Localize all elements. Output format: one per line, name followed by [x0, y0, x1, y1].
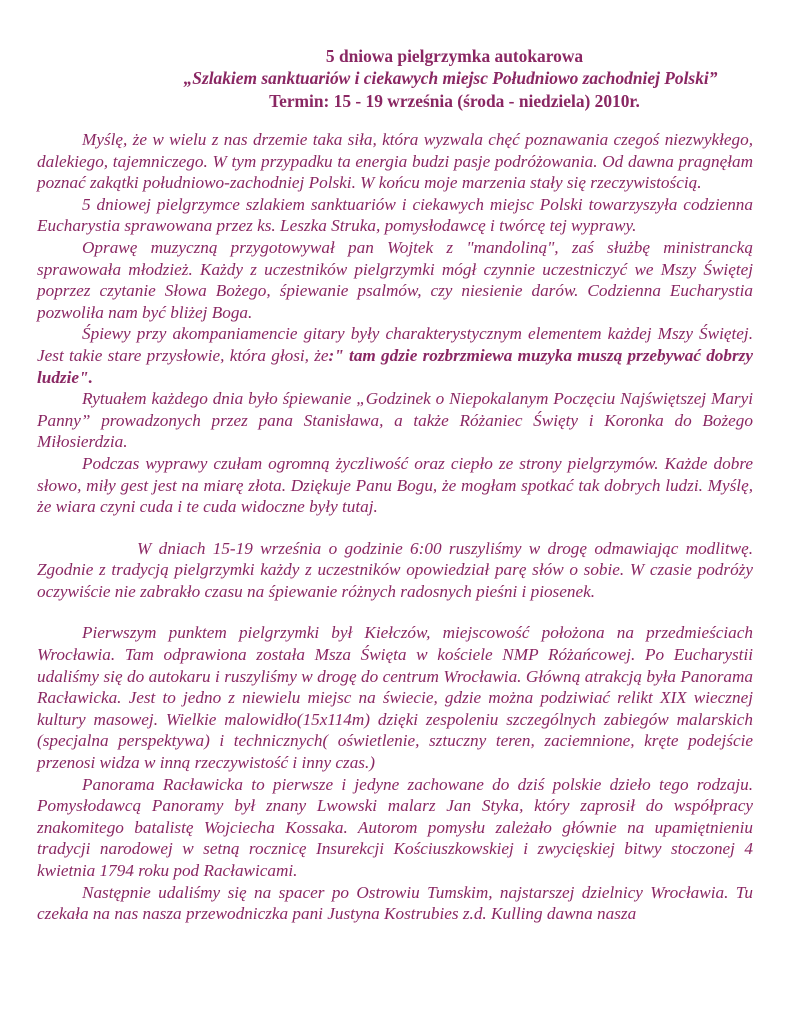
subtitle-line: „Szlakiem sanktuariów i ciekawych miejsc Południowo zachodniej Polski” [183, 68, 718, 88]
paragraph: Panorama Racławicka to pierwsze i jedyne zachowane do dziś polskie dzieło tego rodzaju. Pomysłodawcą Panoramy był znany Lwowski malarz Jan Styka, który zaprosił do współpracy znakomitego batalistę Wojciecha Kossaka. Autorom pomysłu zależało głównie na upamiętnieniu tradycji narodowej w setną rocznicę Insurekcji Kościuszkowskiej i zwycięskiej bitwy stoczonej 4 kwietnia 1794 roku pod Racławicami. [37, 774, 753, 880]
paragraph: 5 dniowej pielgrzymce szlakiem sanktuariów i ciekawych miejsc Polski towarzyszyła codzienna Eucharystia sprawowana przez ks. Leszka Struka, pomysłodawcę i twórcę tej wyprawy. [37, 194, 753, 236]
paragraph: Pierwszym punktem pielgrzymki był Kiełczów, miejscowość położona na przedmieściach Wrocławia. Tam odprawiona została Msza Święta w kościele NMP Różańcowej. Po Eucharystii udaliśmy się do autokaru i ruszyliśmy w drogę do centrum Wrocławia. Główną atrakcją była Panorama Racławicka. Jest to jedno z niewielu miejsc na świecie, gdzie można podziwiać relikt XIX wiecznej kultury masowej. Wielkie malowidło(15x114m) dzięki zespoleniu szczególnych zabiegów malarskich (specjalna perspektywa) i technicznych( oświetlenie, sztuczny teren, zaciemnione, kręte podejście przenosi widza w inną rzeczywistość i inny czas.) [37, 623, 753, 773]
paragraph-text: Śpiewy przy akompaniamencie gitary były charakterystycznym elementem każdej Mszy Świętej. Jest takie stare przysłowie, która głosi, że [37, 324, 753, 365]
paragraph: Podczas wyprawy czułam ogromną życzliwość oraz ciepło ze strony pielgrzymów. Każde dobre słowo, miły gest jest na miarę złota. Dziękuje Panu Bogu, że mogłam spotkać tak dobrych ludzi. Myślę, że wiara czyni cuda i te cuda widoczne były tutaj. [37, 453, 753, 517]
paragraph: Następnie udaliśmy się na spacer po Ostrowiu Tumskim, najstarszej dzielnicy Wrocławia. Tu czekała na nas nasza przewodniczka pani Justyna Kostrubies z.d. Kulling dawna nasza [37, 882, 753, 924]
date-line: Termin: 15 - 19 września (środa - niedziela) 2010r. [269, 91, 640, 111]
paragraph: Rytuałem każdego dnia było śpiewanie „Godzinek o Niepokalanym Poczęciu Najświętszej Maryi Panny” prowadzonych przez pana Stanisława, a także Różaniec Święty i Koronka do Bożego Miłosierdzia. [37, 389, 753, 452]
paragraph: Myślę, że w wielu z nas drzemie taka siła, która wyzwala chęć poznawania czegoś niezwykłego, dalekiego, tajemniczego. W tym przypadku ta energia budzi pasje podróżowania. Od dawna pragnęłam poznać zakątki południowo-zachodniej Polski. W końcu moje marzenia stały się rzeczywistością. [37, 130, 753, 193]
paragraph: W dniach 15-19 września o godzinie 6:00 ruszyliśmy w drogę odmawiając modlitwę. Zgodnie z tradycją pielgrzymki każdy z uczestników opowiedział parę słów o sobie. W czasie podróży oczywiście nie zabrakło czasu na śpiewanie różnych radosnych pieśni i piosenek. [37, 538, 753, 601]
article-body [37, 129, 753, 925]
paragraph: Oprawę muzyczną przygotowywał pan Wojtek z "mandoliną", zaś służbę ministrancką sprawowała młodzież. Każdy z uczestników pielgrzymki mógł czynnie uczestniczyć we Mszy Świętej poprzez czytanie Słowa Bożego, śpiewanie psalmów, czy niesienie darów. Codzienna Eucharystia pozwoliła nam być bliżej Boga. [37, 237, 753, 322]
title-line: 5 dniowa pielgrzymka autokarowa [325, 46, 584, 66]
emphasized-quote: :" tam gdzie rozbrzmiewa muzyka muszą przebywać dobrzy ludzie". [37, 345, 753, 387]
paragraph [37, 323, 753, 388]
